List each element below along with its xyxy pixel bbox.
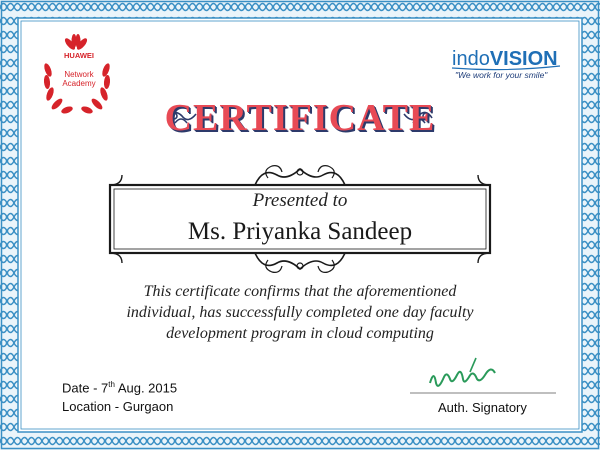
presented-to-label: Presented to bbox=[252, 190, 348, 211]
location-text: Location - Gurgaon bbox=[62, 399, 174, 414]
date-suffix: Aug. 2015 bbox=[114, 380, 178, 396]
indovision-brand-part2: VISION bbox=[489, 48, 558, 70]
recipient-name: Ms. Priyanka Sandeep bbox=[187, 218, 413, 245]
date-prefix: Date - 7 bbox=[62, 380, 109, 396]
huawei-academy-text: Academy bbox=[62, 79, 96, 88]
body-line-3: development program in cloud computing bbox=[166, 325, 434, 342]
indovision-brand-part1: indo bbox=[452, 48, 490, 70]
huawei-network-text: Network bbox=[64, 70, 94, 79]
certificate-title: CERTIFICATE bbox=[164, 97, 436, 139]
body-line-2: individual, has successfully completed one day faculty bbox=[126, 304, 474, 321]
auth-signatory-label: Auth. Signatory bbox=[438, 400, 527, 415]
date-ordinal: th bbox=[108, 380, 115, 389]
body-line-1: This certificate confirms that the aforementioned bbox=[143, 283, 457, 300]
indovision-tagline: "We work for your smile" bbox=[455, 70, 548, 80]
huawei-brand-text: HUAWEI bbox=[64, 51, 94, 60]
